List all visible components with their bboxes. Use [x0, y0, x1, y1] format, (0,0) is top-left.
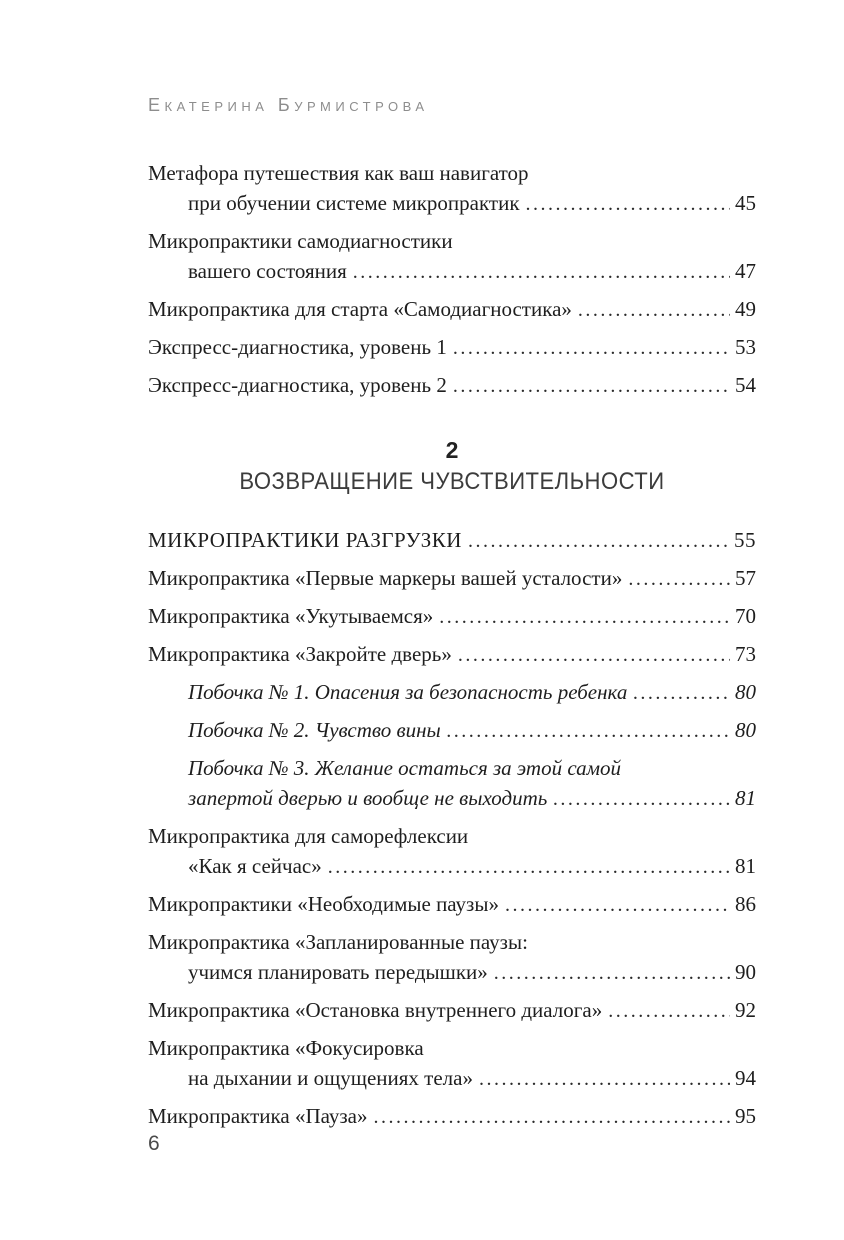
toc-line: [148, 889, 756, 920]
dot-leader: [468, 525, 729, 556]
dot-leader: [553, 783, 730, 814]
dot-leader: [628, 563, 730, 594]
toc-entry[interactable]: [148, 753, 756, 814]
toc-entry-lines: [148, 1033, 756, 1094]
toc-line: [148, 1063, 756, 1094]
toc-page-number: 49: [735, 297, 756, 321]
toc-entry-text: Микропрактика «Укутываемся»: [148, 604, 434, 628]
toc-line: [148, 563, 756, 594]
toc-page-number: 92: [735, 998, 756, 1022]
toc-entry-text: Микропрактика для саморефлексии: [148, 824, 469, 848]
toc-entry[interactable]: [148, 1101, 756, 1132]
toc-entry[interactable]: [148, 226, 756, 287]
toc-entry-text: Микропрактика «Остановка внутреннего диалога»: [148, 998, 603, 1022]
toc-entry-lines: [148, 294, 756, 325]
toc-page-number: 73: [735, 642, 756, 666]
toc-entry-lines: [148, 995, 756, 1026]
toc-entry[interactable]: [148, 332, 756, 363]
toc-page-number: 54: [735, 373, 756, 397]
toc-entry[interactable]: [148, 715, 756, 746]
dot-leader: [374, 1101, 730, 1132]
toc-line: [188, 677, 756, 708]
toc-line: [148, 226, 756, 256]
toc-entry[interactable]: [148, 677, 756, 708]
dot-leader: [439, 601, 730, 632]
toc-section-entries: [148, 158, 756, 401]
dot-leader: [458, 639, 730, 670]
toc-entry-lines: [148, 639, 756, 670]
toc-line: [188, 783, 756, 814]
toc-page-number: 47: [735, 259, 756, 283]
toc-line: [148, 1101, 756, 1132]
toc-page-number: 90: [735, 960, 756, 984]
toc-entry-lines: [148, 332, 756, 363]
toc-entry-lines: [148, 601, 756, 632]
toc-line: [148, 1033, 756, 1063]
chapter-heading: [148, 435, 756, 499]
dot-leader: [526, 188, 730, 219]
toc-line: [148, 995, 756, 1026]
toc-entry-lines: [148, 226, 756, 287]
toc-entry-text: запертой дверью и вообще не выходить: [188, 786, 548, 810]
dot-leader: [578, 294, 730, 325]
toc-line: [148, 821, 756, 851]
toc-entry-text: Микропрактика «Фокусировка: [148, 1036, 424, 1060]
toc-page-number: 95: [735, 1104, 756, 1128]
toc-entry-text: Микропрактики самодиагностики: [148, 229, 453, 253]
toc-entry-lines: [188, 715, 756, 746]
toc-section-entries: [148, 525, 756, 1132]
running-header-author: Екатерина Бурмистрова: [148, 95, 429, 115]
dot-leader: [453, 332, 730, 363]
toc-entry-text: МИКРОПРАКТИКИ РАЗГРУЗКИ: [148, 528, 462, 552]
toc-page-number: 80: [735, 718, 756, 742]
toc-entry-text: Метафора путешествия как ваш навигатор: [148, 161, 529, 185]
toc-entry[interactable]: [148, 525, 756, 556]
toc-entry-lines: [148, 158, 756, 219]
dot-leader: [633, 677, 730, 708]
toc-entry[interactable]: [148, 370, 756, 401]
toc-line: [148, 639, 756, 670]
toc-entry-lines: [148, 927, 756, 988]
toc-line: [148, 332, 756, 363]
toc-entry[interactable]: [148, 1033, 756, 1094]
toc-section: [148, 158, 756, 401]
toc-entry-text: Экспресс-диагностика, уровень 1: [148, 335, 447, 359]
toc-entry-lines: [188, 753, 756, 814]
toc-entry-text: Микропрактика «Запланированные паузы:: [148, 930, 528, 954]
toc-page-number: 45: [735, 191, 756, 215]
toc-entry-text: Экспресс-диагностика, уровень 2: [148, 373, 447, 397]
toc-entry-text: Побочка № 3. Желание остаться за этой самой: [188, 756, 622, 780]
chapter-title: ВОЗВРАЩЕНИЕ ЧУВСТВИТЕЛЬНОСТИ: [239, 468, 665, 495]
toc-line: [188, 753, 756, 783]
toc-entry[interactable]: [148, 601, 756, 632]
toc-line: [148, 957, 756, 988]
toc-entry[interactable]: [148, 294, 756, 325]
toc-entry[interactable]: [148, 158, 756, 219]
toc-page-number: 81: [735, 786, 756, 810]
toc-entry-text: Микропрактика для старта «Самодиагностика»: [148, 297, 572, 321]
toc-line: [148, 927, 756, 957]
toc-entry-text: Побочка № 1. Опасения за безопасность ребенка: [188, 680, 628, 704]
toc-entry-text: Побочка № 2. Чувство вины: [188, 718, 441, 742]
toc-line: [148, 294, 756, 325]
toc-page-number: 86: [735, 892, 756, 916]
toc-entry-lines: [148, 525, 756, 556]
toc-entry-text: «Как я сейчас»: [188, 854, 322, 878]
toc-line: [148, 525, 756, 556]
toc-entry[interactable]: [148, 639, 756, 670]
toc-entry-text: на дыхании и ощущениях тела»: [188, 1066, 473, 1090]
toc-section: [148, 435, 756, 1132]
toc-entry[interactable]: [148, 563, 756, 594]
toc-line: [148, 158, 756, 188]
toc-entry-text: вашего состояния: [188, 259, 347, 283]
toc-line: [148, 851, 756, 882]
toc-entry[interactable]: [148, 821, 756, 882]
toc-page-number: 80: [735, 680, 756, 704]
toc-line: [148, 256, 756, 287]
page-number-footer: 6: [148, 1132, 160, 1155]
chapter-number: 2: [445, 437, 459, 463]
toc-entry[interactable]: [148, 927, 756, 988]
dot-leader: [353, 256, 730, 287]
toc-entry-text: Микропрактика «Пауза»: [148, 1104, 368, 1128]
toc-page-number: 55: [734, 528, 756, 552]
dot-leader: [494, 957, 730, 988]
dot-leader: [328, 851, 730, 882]
dot-leader: [608, 995, 730, 1026]
toc-line: [188, 715, 756, 746]
toc-entry-lines: [148, 1101, 756, 1132]
toc-page-number: 57: [735, 566, 756, 590]
toc: [148, 158, 756, 1132]
toc-page-number: 94: [735, 1066, 756, 1090]
toc-entry-lines: [188, 677, 756, 708]
toc-entry-text: учимся планировать передышки»: [188, 960, 488, 984]
toc-page-number: 70: [735, 604, 756, 628]
toc-entry[interactable]: [148, 889, 756, 920]
toc-entry-lines: [148, 563, 756, 594]
dot-leader: [479, 1063, 730, 1094]
toc-entry-text: Микропрактики «Необходимые паузы»: [148, 892, 499, 916]
toc-entry[interactable]: [148, 995, 756, 1026]
toc-entry-text: Микропрактика «Закройте дверь»: [148, 642, 452, 666]
toc-page-number: 53: [735, 335, 756, 359]
toc-line: [148, 601, 756, 632]
dot-leader: [447, 715, 730, 746]
dot-leader: [453, 370, 730, 401]
dot-leader: [505, 889, 730, 920]
toc-line: [148, 370, 756, 401]
toc-line: [148, 188, 756, 219]
toc-entry-lines: [148, 889, 756, 920]
toc-entry-lines: [148, 370, 756, 401]
toc-entry-text: при обучении системе микропрактик: [188, 191, 520, 215]
toc-entry-text: Микропрактика «Первые маркеры вашей усталости»: [148, 566, 623, 590]
toc-page-number: 81: [735, 854, 756, 878]
toc-entry-lines: [148, 821, 756, 882]
